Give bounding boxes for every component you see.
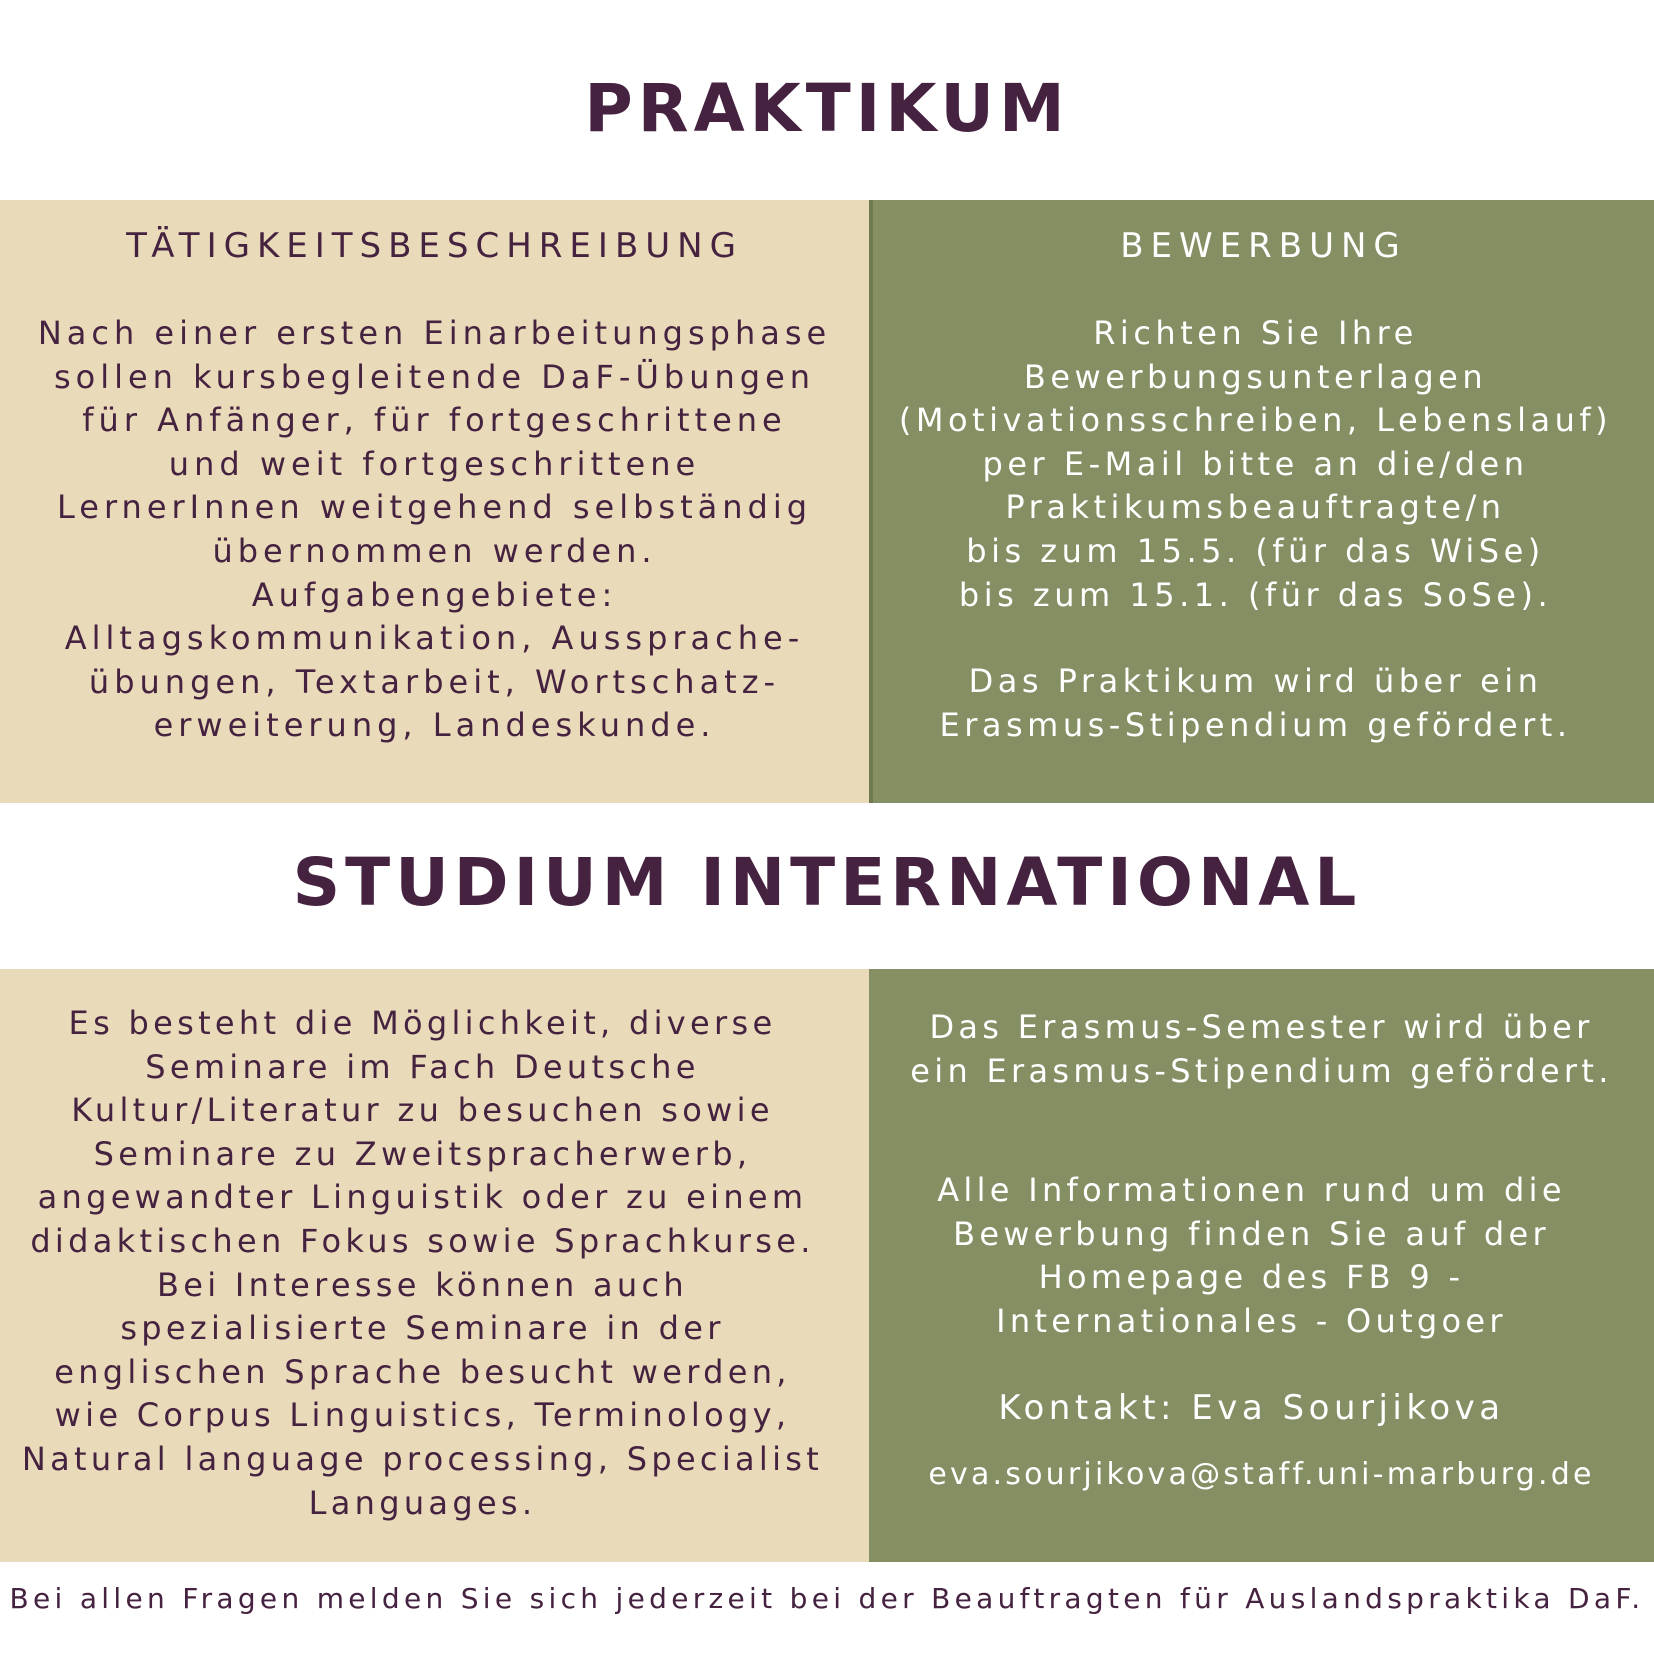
erasmus-semester-text: Das Erasmus-Semester wird über ein Erasmus-Stipendium gefördert. (910, 1008, 1613, 1090)
studium-international-title: STUDIUM INTERNATIONAL (292, 844, 1362, 921)
bewerbung-panel (873, 200, 1654, 803)
taetigkeitsbeschreibung-panel (0, 200, 869, 803)
bewerbung-text: Richten Sie Ihre Bewerbungsunterlagen (Motivationsschreiben, Lebenslauf) per E-Mail bitte an die/den Praktikumsbeauftragte/n bis zum 15.5. (für das WiSe) bis zum 15.1. (für das SoSe). (898, 314, 1613, 614)
contact-name: Kontakt: Eva Sourjikova (998, 1388, 1505, 1428)
contact-email[interactable]: eva.sourjikova@staff.uni-marburg.de (928, 1457, 1595, 1492)
footer-note: Bei allen Fragen melden Sie sich jederzeit bei der Beauftragten für Auslandspraktika DaF. (9, 1582, 1645, 1615)
bewerbung-info-text: Alle Informationen rund um die Bewerbung finden Sie auf der Homepage des FB 9 - Internationales - Outgoer (937, 1171, 1566, 1340)
studium-info-panel (869, 969, 1654, 1562)
studium-seminare-panel (0, 969, 869, 1562)
studium-seminare-text: Es besteht die Möglichkeit, diverse Seminare im Fach Deutsche Kultur/Literatur zu besuchen sowie Seminare zu Zweitspracherwerb, angewandter Linguistik oder zu einem didaktischen Fokus sowie Sprachkurse. Bei Interesse können auch spezialisierte Seminare in der englischen Sprache besucht werden, wie Corpus Linguistics, Terminology, Natural language processing, Specialist Languages. (21, 1004, 824, 1522)
bewerbung-heading: BEWERBUNG (1120, 226, 1407, 266)
praktikum-title: PRAKTIKUM (584, 70, 1070, 147)
taetigkeitsbeschreibung-heading: TÄTIGKEITSBESCHREIBUNG (126, 226, 743, 266)
taetigkeitsbeschreibung-text: Nach einer ersten Einarbeitungsphase sollen kursbegleitende DaF-Übungen für Anfänger, für fortgeschrittene und weit fortgeschrittene LernerInnen weitgehend selbständig übernommen werden. Aufgabengebiete: Alltagskommunikation, Aussprache- übungen, Textarbeit, Wortschatz- erweiterung, Landeskunde. (37, 314, 832, 745)
bewerbung-erasmus-note: Das Praktikum wird über ein Erasmus-Stipendium gefördert. (939, 662, 1572, 744)
